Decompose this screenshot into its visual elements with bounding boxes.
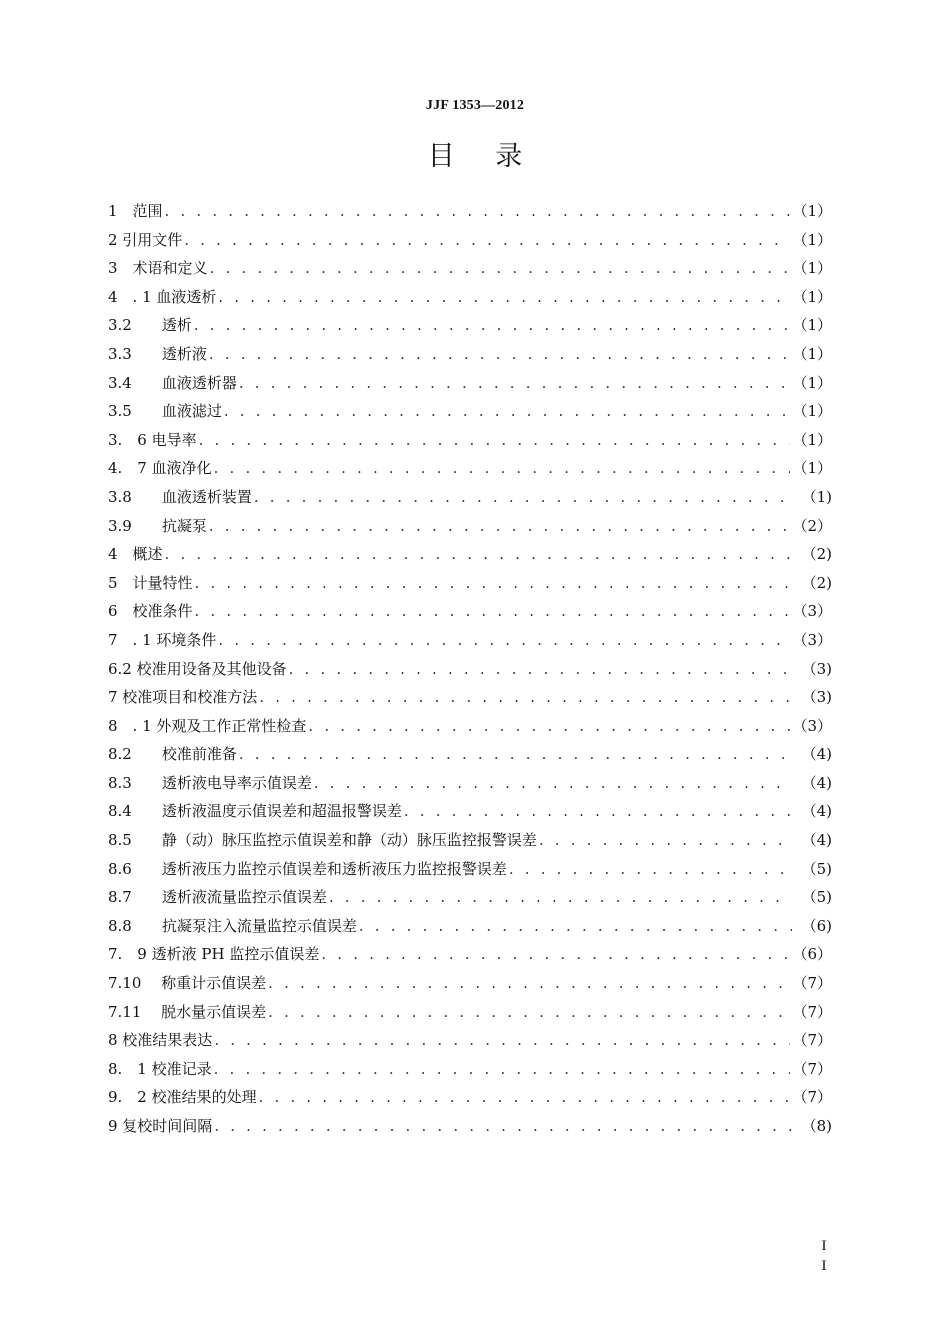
- toc-dot-leader: [214, 1112, 792, 1141]
- toc-entry-label: 8.6 透析液压力监控示值误差和透析液压力监控报警误差: [108, 859, 507, 878]
- toc-dot-leader: [359, 912, 792, 941]
- toc-entry-label: 9. 2 校准结果的处理: [108, 1088, 257, 1107]
- toc-entry[interactable]: [108, 454, 832, 483]
- toc-entry-label: 8.7 透析液流量监控示值误差: [108, 888, 327, 907]
- toc-entry-label: 8.4 透析液温度示值误差和超温报警误差: [108, 802, 402, 821]
- toc-entry[interactable]: [108, 569, 832, 598]
- toc-dot-leader: [239, 740, 792, 769]
- toc-entry-page: （2): [801, 573, 832, 592]
- toc-entry[interactable]: [108, 1083, 832, 1112]
- toc-dot-leader: [509, 855, 792, 884]
- toc-entry-page: （1）: [792, 287, 832, 306]
- toc-entry[interactable]: [108, 969, 832, 998]
- toc-entry-page: （3）: [792, 716, 832, 735]
- toc-entry[interactable]: [108, 426, 832, 455]
- toc-entry[interactable]: [108, 769, 832, 798]
- toc-entry-label: 5 计量特性: [108, 573, 193, 592]
- toc-entry-page: （1): [801, 487, 832, 506]
- toc-dot-leader: [224, 397, 791, 426]
- toc-dot-leader: [214, 1026, 790, 1055]
- toc-entry-label: 8 . 1 外观及工作正常性检查: [108, 716, 307, 735]
- toc-entry[interactable]: [108, 397, 832, 426]
- toc-entry[interactable]: [108, 998, 832, 1027]
- toc-dot-leader: [214, 454, 791, 483]
- toc-entry-page: （6）: [792, 945, 832, 964]
- toc-entry[interactable]: [108, 1055, 832, 1084]
- toc-entry-label: 7.11 脱水量示值误差: [108, 1002, 267, 1021]
- toc-dot-leader: [404, 797, 792, 826]
- toc-dot-leader: [210, 254, 791, 283]
- toc-entry-label: 9 复校时间间隔: [108, 1117, 213, 1135]
- toc-entry[interactable]: [108, 226, 832, 255]
- toc-dot-leader: [199, 426, 791, 455]
- toc-entry[interactable]: [108, 1112, 832, 1141]
- toc-entry-label: 3.9 抗凝泵: [108, 516, 207, 535]
- toc-dot-leader: [268, 969, 790, 998]
- toc-entry-page: （7）: [792, 1088, 832, 1107]
- toc-entry-page: （5): [801, 859, 832, 878]
- toc-dot-leader: [259, 1083, 791, 1112]
- toc-entry-label: 7 . 1 环境条件: [108, 630, 217, 649]
- toc-entry[interactable]: [108, 483, 832, 512]
- toc-entry[interactable]: [108, 540, 832, 569]
- toc-entry-label: 6.2 校准用设备及其他设备: [108, 659, 287, 678]
- toc-entry-label: 3. 6 电导率: [108, 430, 197, 449]
- toc-dot-leader: [289, 655, 792, 684]
- toc-entry-label: 8.8 抗凝泵注入流量监控示值误差: [108, 916, 357, 935]
- toc-entry[interactable]: [108, 512, 832, 541]
- toc-dot-leader: [314, 769, 792, 798]
- toc-dot-leader: [214, 1055, 791, 1084]
- toc-entry-label: 8. 1 校准记录: [108, 1059, 212, 1078]
- toc-entry-page: （2): [801, 545, 832, 564]
- toc-entry-page: （4): [801, 745, 832, 764]
- toc-entry-page: （1）: [792, 430, 832, 449]
- toc-dot-leader: [268, 998, 790, 1027]
- toc-dot-leader: [539, 826, 792, 855]
- toc-dot-leader: [184, 226, 790, 255]
- toc-entry[interactable]: [108, 311, 832, 340]
- toc-entry-label: 1 范围: [108, 202, 163, 220]
- toc-entry[interactable]: [108, 197, 832, 226]
- toc-entry[interactable]: [108, 655, 832, 684]
- toc-entry-label: 3.2 透析: [108, 316, 192, 335]
- toc-dot-leader: [329, 883, 792, 912]
- toc-entry-label: 3.8 血液透析装置: [108, 487, 252, 506]
- toc-entry[interactable]: [108, 597, 832, 626]
- toc-entry-label: 4. 7 血液净化: [108, 459, 212, 478]
- table-of-contents: [108, 197, 832, 1141]
- toc-entry[interactable]: [108, 683, 832, 712]
- toc-entry-page: （3）: [792, 602, 832, 621]
- toc-entry-page: （1）: [792, 402, 832, 421]
- toc-entry-page: （3）: [792, 630, 832, 649]
- document-code-header: JJF 1353—2012: [425, 98, 525, 113]
- page-number-line-1: I: [821, 1238, 827, 1254]
- toc-entry[interactable]: [108, 369, 832, 398]
- toc-entry[interactable]: [108, 254, 832, 283]
- toc-dot-leader: [165, 197, 791, 226]
- toc-entry-label: 4 . 1 血液透析: [108, 287, 217, 306]
- toc-entry-label: 8 校准结果表达: [108, 1031, 213, 1050]
- toc-entry-label: 6 校准条件: [108, 602, 193, 621]
- toc-entry-page: （1）: [792, 459, 832, 478]
- toc-entry-label: 4 概述: [108, 545, 163, 564]
- toc-entry-page: （1）: [792, 259, 832, 278]
- toc-entry-page: （6): [801, 916, 832, 935]
- toc-entry-page: （1）: [792, 316, 832, 335]
- toc-dot-leader: [239, 369, 791, 398]
- toc-dot-leader: [308, 712, 790, 741]
- toc-dot-leader: [218, 626, 790, 655]
- toc-entry-page: （3): [801, 659, 832, 678]
- toc-entry[interactable]: [108, 883, 832, 912]
- page-number-line-2: I: [821, 1258, 827, 1274]
- toc-entry-page: （4): [801, 802, 832, 821]
- toc-entry[interactable]: [108, 855, 832, 884]
- toc-entry-page: （7）: [792, 974, 832, 993]
- toc-entry-page: （1）: [792, 344, 832, 363]
- toc-entry[interactable]: [108, 912, 832, 941]
- toc-dot-leader: [259, 683, 792, 712]
- toc-entry[interactable]: [108, 740, 832, 769]
- toc-dot-leader: [194, 311, 791, 340]
- toc-entry-page: （4): [801, 831, 832, 850]
- toc-entry-page: （3): [801, 688, 832, 707]
- toc-entry-page: （2）: [792, 516, 832, 535]
- toc-dot-leader: [218, 283, 790, 312]
- toc-entry-label: 8.2 校准前准备: [108, 745, 237, 764]
- toc-entry-page: （7）: [792, 1031, 832, 1050]
- toc-entry[interactable]: [108, 940, 832, 969]
- toc-entry-page: （7）: [792, 1002, 832, 1021]
- toc-entry-page: （7）: [792, 1059, 832, 1078]
- toc-dot-leader: [209, 340, 791, 369]
- toc-entry-label: 7. 9 透析液 PH 监控示值误差: [108, 945, 320, 964]
- toc-dot-leader: [254, 483, 792, 512]
- toc-dot-leader: [195, 569, 792, 598]
- toc-entry-label: 7 校准项目和校准方法: [108, 688, 258, 707]
- toc-entry[interactable]: [108, 826, 832, 855]
- toc-entry-label: 3.5 血液滤过: [108, 402, 222, 421]
- toc-entry-page: （8): [801, 1117, 832, 1135]
- page-number: [818, 1236, 830, 1276]
- toc-entry-label: 3.3 透析液: [108, 344, 207, 363]
- toc-entry-label: 7.10 称重计示值误差: [108, 974, 267, 993]
- toc-dot-leader: [195, 597, 791, 626]
- toc-entry-label: 3 术语和定义: [108, 259, 208, 278]
- toc-entry-page: （5): [801, 888, 832, 907]
- toc-entry-page: （1）: [792, 202, 832, 220]
- toc-dot-leader: [209, 512, 791, 541]
- toc-entry-page: （1）: [792, 230, 832, 249]
- toc-entry[interactable]: [108, 283, 832, 312]
- toc-entry[interactable]: [108, 340, 832, 369]
- toc-entry-label: 2 引用文件: [108, 230, 183, 249]
- toc-entry[interactable]: [108, 1026, 832, 1055]
- toc-entry-page: （4): [801, 773, 832, 792]
- toc-entry-label: 3.4 血液透析器: [108, 373, 237, 392]
- toc-entry-page: （1）: [792, 373, 832, 392]
- toc-entry[interactable]: [108, 712, 832, 741]
- toc-entry-label: 8.3 透析液电导率示值误差: [108, 773, 312, 792]
- toc-dot-leader: [165, 540, 792, 569]
- toc-dot-leader: [321, 940, 790, 969]
- toc-entry-label: 8.5 静（动）脉压监控示值误差和静（动）脉压监控报警误差: [108, 831, 537, 850]
- toc-entry[interactable]: [108, 626, 832, 655]
- toc-entry[interactable]: [108, 797, 832, 826]
- page-title: 目 录: [427, 141, 539, 172]
